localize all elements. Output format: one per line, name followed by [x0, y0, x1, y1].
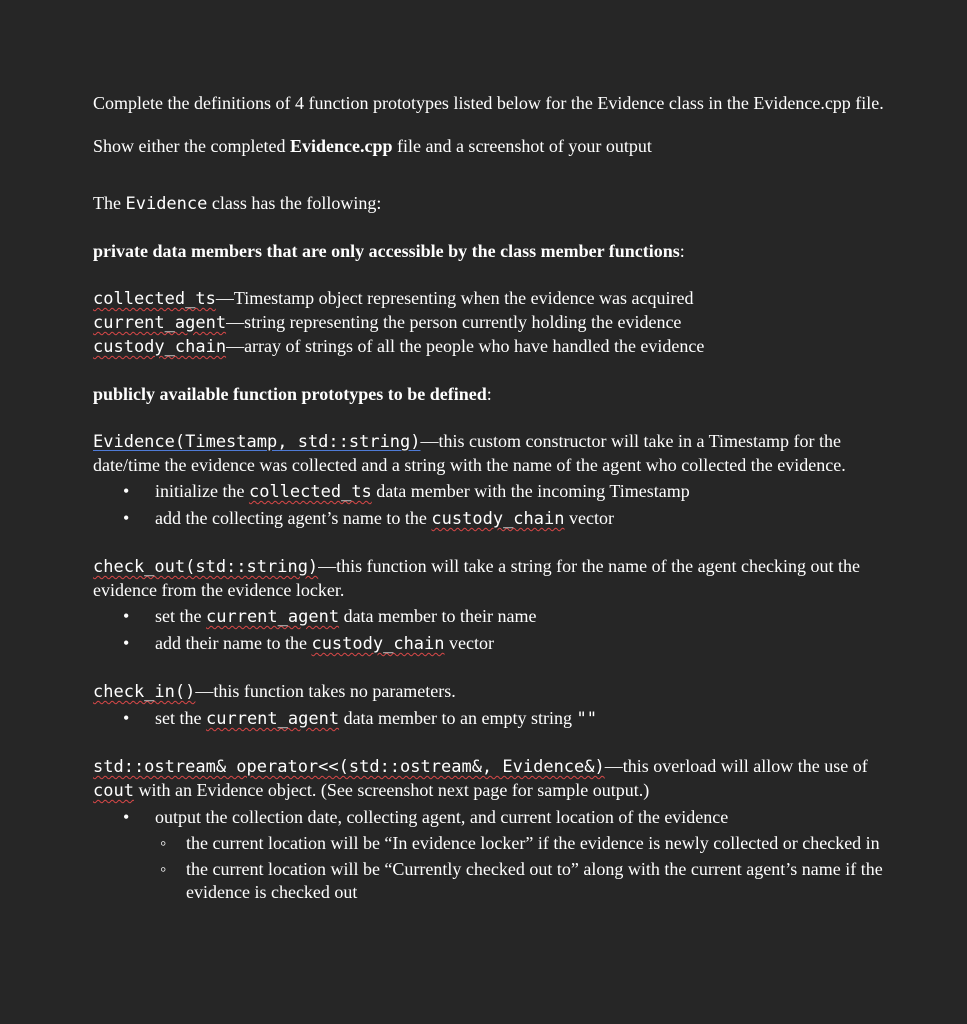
check-out-bullets: [93, 605, 893, 656]
public-heading-bold: publicly available function prototypes to be defined: [93, 384, 487, 404]
check-in-signature: check_in(): [93, 682, 196, 702]
sub-bullet-text: the current location will be “Currently checked out to” along with the current agent’s name if the evidence is checked out: [186, 859, 883, 902]
bullet-text-end: data member to an empty string: [339, 708, 577, 728]
constructor-signature: Evidence(Timestamp, std::string): [93, 432, 421, 452]
bullet-code: current_agent: [206, 709, 340, 729]
operator-bullets: [93, 806, 893, 829]
member-code: custody_chain: [93, 337, 227, 357]
member-code: collected_ts: [93, 289, 216, 309]
bullet-text-end: data member with the incoming Timestamp: [371, 481, 690, 501]
empty-string-code: "": [576, 709, 597, 729]
member-collected-ts: [93, 287, 893, 311]
private-heading-colon: :: [679, 241, 685, 261]
member-custody-chain: [93, 335, 893, 359]
constructor-bullets: [93, 480, 893, 531]
class-intro-text-end: class has the following:: [207, 193, 382, 213]
instruction-text: Show either the completed: [93, 136, 290, 156]
intro-paragraph: Complete the definitions of 4 function prototypes listed below for the Evidence class in the Evidence.cpp file.: [93, 93, 884, 113]
list-item: [93, 858, 893, 904]
constructor-desc: —this custom constructor will take in a Timestamp for the date/time the evidence was collected and a string with the name of the agent who collected the evidence.: [93, 431, 846, 475]
list-item: [93, 806, 893, 829]
public-heading: [93, 383, 893, 406]
class-intro-paragraph: [93, 192, 893, 216]
bullet-text: add the collecting agent’s name to the: [155, 508, 432, 528]
bullet-code: current_agent: [206, 607, 340, 627]
instruction-paragraph: [93, 135, 893, 158]
member-desc: —array of strings of all the people who have handled the evidence: [226, 336, 705, 356]
bullet-text-end: vector: [564, 508, 614, 528]
list-item: [93, 832, 893, 855]
bullet-text: set the: [155, 708, 206, 728]
bullet-text: output the collection date, collecting agent, and current location of the evidence: [155, 807, 729, 827]
constructor-description: [93, 430, 893, 477]
class-intro-text: The: [93, 193, 126, 213]
member-current-agent: [93, 311, 893, 335]
bullet-code: custody_chain: [311, 634, 445, 654]
sub-bullet-text: the current location will be “In evidence locker” if the evidence is newly collected or checked in: [186, 833, 880, 853]
bullet-code: custody_chain: [431, 509, 565, 529]
public-heading-colon: :: [486, 384, 492, 404]
check-out-signature: check_out(std::string): [93, 557, 319, 577]
check-in-description: [93, 680, 893, 704]
document-body: [93, 92, 893, 904]
check-out-desc: —this function will take a string for the name of the agent checking out the evidence from the evidence locker.: [93, 556, 861, 600]
check-out-description: [93, 555, 893, 602]
private-heading-bold: private data members that are only accessible by the class member functions: [93, 241, 680, 261]
list-item: [93, 480, 893, 504]
member-desc: —string representing the person currently holding the evidence: [226, 312, 682, 332]
member-desc: —Timestamp object representing when the evidence was acquired: [215, 288, 694, 308]
class-name-code: Evidence: [125, 194, 208, 214]
list-item: [93, 632, 893, 656]
operator-desc-end: with an Evidence object. (See screenshot next page for sample output.): [133, 780, 650, 800]
list-item: [93, 507, 893, 531]
check-in-bullets: [93, 707, 893, 731]
bullet-code: collected_ts: [248, 482, 372, 502]
filename-bold: Evidence.cpp: [289, 136, 393, 156]
bullet-text: initialize the: [155, 481, 249, 501]
operator-signature: std::ostream& operator<<(std::ostream&, Evidence&): [93, 757, 605, 777]
operator-sub-bullets: [93, 832, 893, 904]
operator-desc: —this overload will allow the use of: [604, 756, 868, 776]
operator-description: [93, 755, 893, 803]
check-in-desc: —this function takes no parameters.: [195, 681, 456, 701]
member-code: current_agent: [93, 313, 227, 333]
bullet-text: add their name to the: [155, 633, 312, 653]
list-item: [93, 605, 893, 629]
private-heading: [93, 240, 893, 263]
cout-code: cout: [93, 781, 134, 801]
bullet-text-end: data member to their name: [339, 606, 537, 626]
instruction-text-end: file and a screenshot of your output: [392, 136, 652, 156]
list-item: [93, 707, 893, 731]
bullet-text: set the: [155, 606, 206, 626]
bullet-text-end: vector: [444, 633, 494, 653]
